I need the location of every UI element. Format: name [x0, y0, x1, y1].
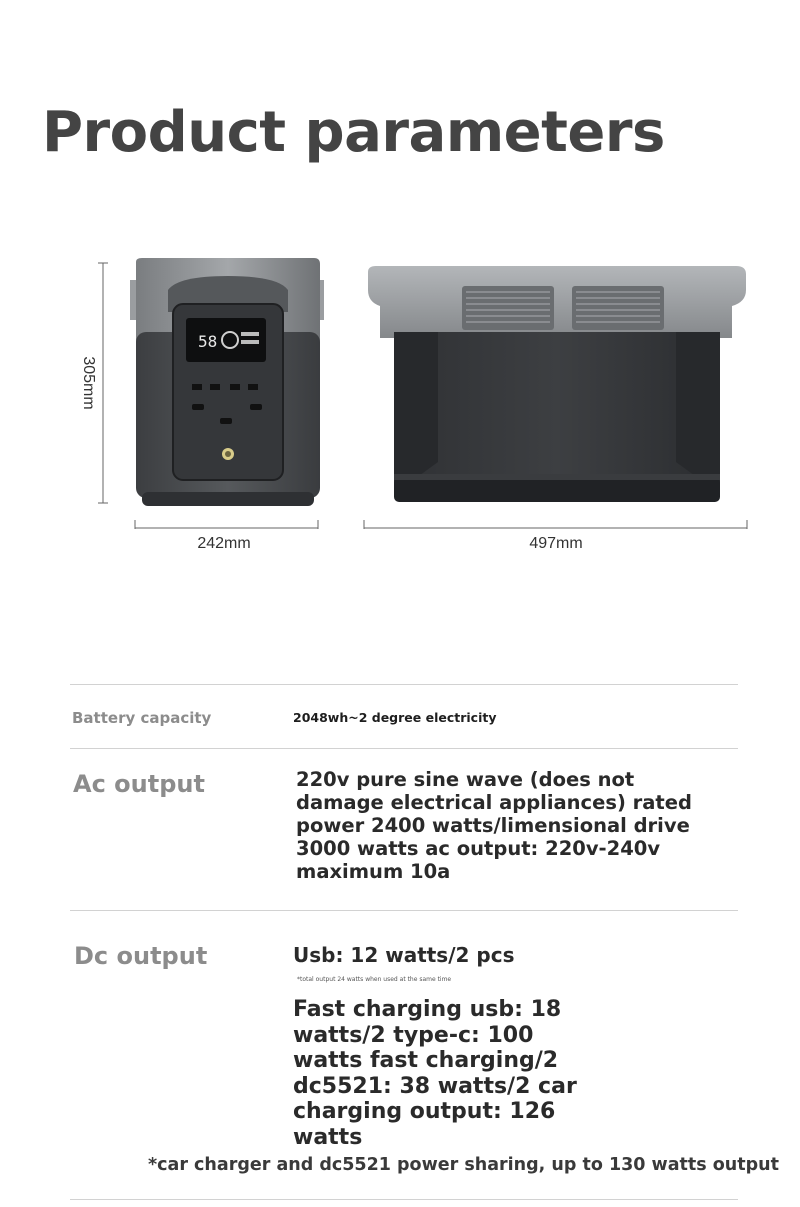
power-station-side-image: [360, 262, 752, 512]
power-station-front-image: [128, 252, 328, 514]
table-divider: [70, 910, 738, 911]
height-label: 305mm: [80, 356, 97, 410]
dc-output-label: Dc output: [74, 942, 208, 970]
side-width-label: 497mm: [529, 535, 583, 552]
battery-capacity-value: 2048wh~2 degree electricity: [293, 710, 497, 725]
table-divider: [70, 684, 738, 685]
dc-fast-charging-value: Fast charging usb: 18 watts/2 type-c: 100 watts fast charging/2 dc5521: 38 watts/2 car charging output: 126 watts: [293, 997, 577, 1150]
height-dimension-line: [96, 262, 110, 504]
front-width-dimension-line: [134, 520, 320, 530]
page-title: Product parameters: [42, 100, 665, 165]
dc-usb-value: Usb: 12 watts/2 pcs: [293, 943, 515, 967]
table-divider: [70, 748, 738, 749]
battery-capacity-label: Battery capacity: [72, 709, 212, 727]
side-width-dimension-line: [363, 520, 749, 530]
ac-output-label: Ac output: [73, 770, 205, 798]
dc-usb-note: *total output 24 watts when used at the same time: [297, 976, 452, 983]
front-width-label: 242mm: [197, 535, 251, 552]
table-divider: [70, 1199, 738, 1200]
ac-output-value: 220v pure sine wave (does not damage electrical appliances) rated power 2400 watts/limensional drive 3000 watts ac output: 220v-240v maximum 10a: [296, 768, 692, 883]
dc-footnote: *car charger and dc5521 power sharing, up to 130 watts output: [148, 1155, 779, 1175]
screen-readout: 58: [198, 332, 218, 351]
